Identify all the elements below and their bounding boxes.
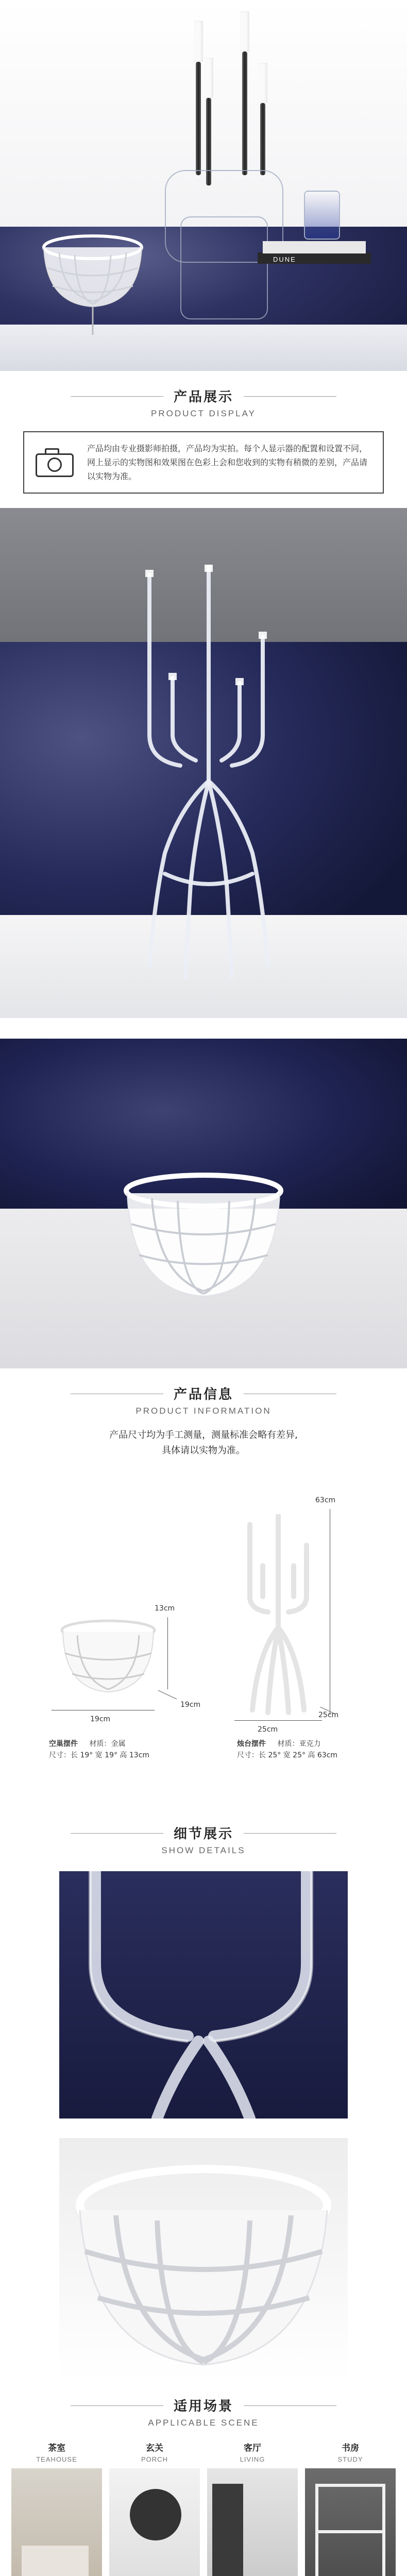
detail-bowl-photo bbox=[59, 2138, 348, 2380]
info-header bbox=[0, 1368, 407, 1416]
scene-teahouse: 茶室 TEAHOUSE bbox=[11, 2441, 102, 2576]
candelabra-name: 烛台摆件 bbox=[237, 1740, 266, 1748]
info-text-line2: 具体请以实物为准。 bbox=[162, 1445, 245, 1456]
scene-porch: 玄关 PORCH bbox=[109, 2441, 200, 2576]
scene-grid bbox=[11, 2441, 396, 2576]
info-text-line1: 产品尺寸均为手工测量，测量标准会略有差异, bbox=[109, 1430, 298, 1440]
scene-subtitle: APPLICABLE SCENE bbox=[148, 2418, 259, 2428]
info-subtitle: PRODUCT INFORMATION bbox=[135, 1406, 272, 1416]
scene-header bbox=[0, 2380, 407, 2428]
teahouse-image bbox=[11, 2468, 102, 2576]
detail-candelabra-photo bbox=[59, 1871, 348, 2119]
acrylic-candelabra-image bbox=[118, 565, 294, 987]
candelabra-width: 25cm bbox=[258, 1725, 278, 1734]
photo-notice bbox=[23, 431, 384, 494]
bowl-spec bbox=[49, 1738, 149, 1761]
display-title: 产品展示 bbox=[173, 389, 233, 405]
porch-image bbox=[109, 2468, 200, 2576]
bowl-height: 13cm bbox=[155, 1604, 175, 1613]
camera-icon bbox=[36, 448, 74, 477]
bowl-depth: 19cm bbox=[180, 1701, 201, 1709]
candelabra-material: 材质：亚克力 bbox=[277, 1740, 321, 1748]
candelabra-depth: 25cm bbox=[318, 1711, 339, 1719]
bowl-material: 材质：金属 bbox=[89, 1740, 126, 1748]
acrylic-arms-closeup bbox=[59, 1871, 348, 2119]
candelabra-spec bbox=[237, 1738, 337, 1761]
bowl-photo bbox=[0, 1039, 407, 1368]
bowl-ribs-closeup bbox=[59, 2138, 348, 2380]
notice-text: 产品均由专业摄影师拍摄，产品均为实拍。每个人显示器的配置和设置不同，网上显示的实物图和效果图在色彩上会和您收到的实物有稍微的差别，产品请以实物为准。 bbox=[87, 444, 368, 481]
nest-bowl-closeup-image bbox=[116, 1167, 291, 1312]
scene-title: 适用场景 bbox=[173, 2399, 233, 2414]
details-title: 细节展示 bbox=[173, 1826, 233, 1842]
candelabra-size: 尺寸：长 25° 宽 25° 高 63cm bbox=[237, 1751, 338, 1759]
display-header bbox=[0, 371, 407, 419]
bowl-width: 19cm bbox=[90, 1715, 111, 1723]
glass-vase bbox=[304, 191, 340, 240]
details-header bbox=[0, 1808, 407, 1856]
bowl-name: 空巢摆件 bbox=[49, 1740, 78, 1748]
nest-bowl-image bbox=[36, 216, 149, 335]
book-title: DUNE bbox=[273, 256, 296, 263]
details-subtitle: SHOW DETAILS bbox=[161, 1845, 246, 1855]
bowl-size: 尺寸：长 19° 宽 19° 高 13cm bbox=[49, 1751, 150, 1759]
scene-study: 书房 STUDY bbox=[305, 2441, 396, 2576]
scene-living: 客厅 LIVING bbox=[207, 2441, 298, 2576]
book-stack bbox=[258, 237, 371, 273]
candelabra-height: 63cm bbox=[315, 1496, 336, 1504]
living-room-image bbox=[207, 2468, 298, 2576]
info-text bbox=[0, 1428, 407, 1459]
info-title: 产品信息 bbox=[173, 1387, 233, 1402]
hero-photo bbox=[0, 0, 407, 371]
candelabra-dimension-image bbox=[237, 1514, 319, 1715]
study-image bbox=[305, 2468, 396, 2576]
dimension-diagram bbox=[0, 1468, 407, 1808]
display-subtitle: PRODUCT DISPLAY bbox=[150, 409, 257, 418]
candelabra-photo bbox=[0, 508, 407, 1018]
bowl-dimension-image bbox=[57, 1617, 160, 1700]
